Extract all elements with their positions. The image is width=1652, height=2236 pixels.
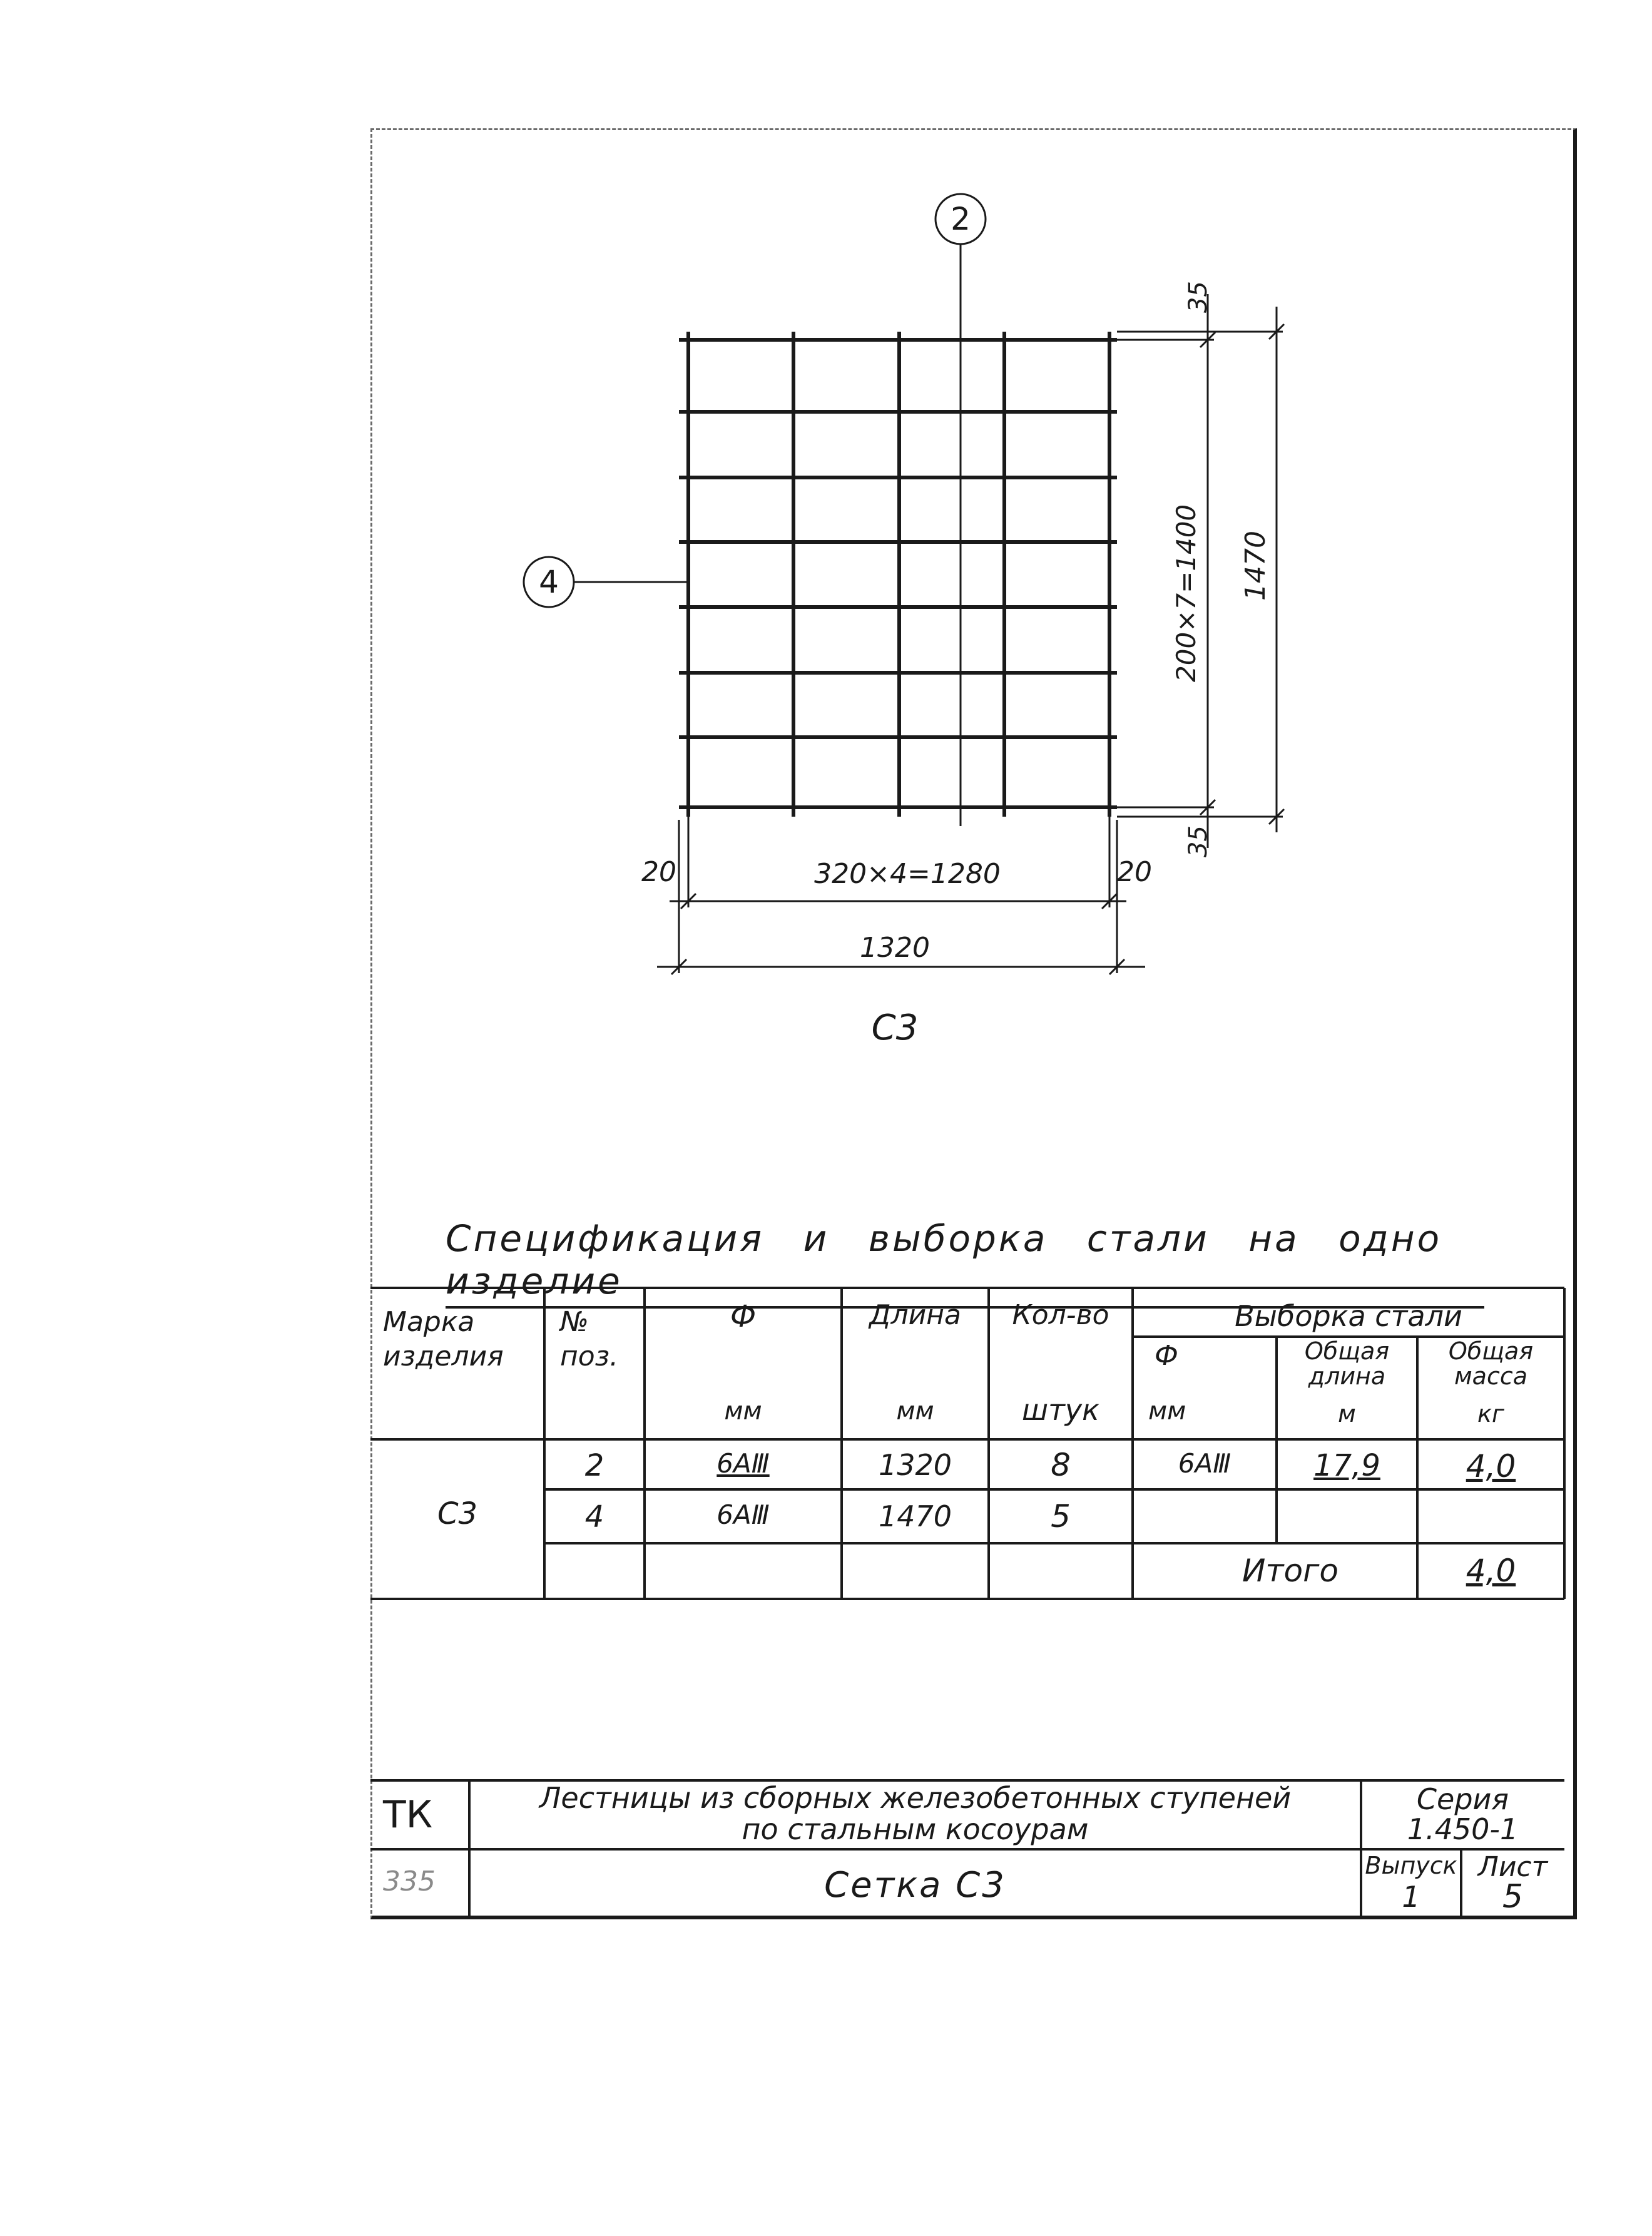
unit-sel-diam: мм [1148,1397,1186,1426]
spec-title: Спецификация и выборка стали на одно изделие [446,1217,1484,1309]
row-2-length: 1470 [878,1499,952,1533]
issue-label: Выпуск [1365,1852,1457,1879]
issue-value: 1 [1402,1880,1420,1914]
dim-total-vertical: 1470 [1240,531,1272,601]
dim-bottom-offset: 35 [1184,825,1213,857]
header-sel-diam: Ф [1155,1340,1178,1372]
dim-left-offset: 20 [641,856,676,888]
spec-table-grid [370,1288,1564,1599]
header-total-length: Общая длина [1304,1337,1390,1390]
sheet-name: Сетка С3 [824,1865,1006,1906]
header-pos: № поз. [560,1306,619,1372]
callout-label-4: 4 [539,564,559,600]
series-label: Серия [1416,1782,1509,1816]
row-1-total-length: 17,9 [1313,1448,1380,1483]
total-value: 4,0 [1466,1553,1516,1589]
row-2-qty: 5 [1051,1498,1071,1534]
callout-label-2: 2 [951,201,971,237]
dim-inner-vertical: 200×7=1400 [1171,504,1201,682]
header-diam: Ф [730,1299,757,1334]
unit-total-length: м [1338,1400,1356,1427]
code-label: 335 [383,1866,436,1897]
dim-total-horizontal: 1320 [860,932,930,964]
dim-top-offset: 35 [1184,281,1213,313]
row-1-qty: 8 [1051,1447,1071,1483]
row-1-pos: 2 [584,1448,604,1483]
sheet-value: 5 [1502,1878,1524,1916]
dim-inner-horizontal: 320×4=1280 [814,858,1001,890]
row-1-sel-diam: 6АⅢ [1178,1448,1231,1479]
unit-total-mass: кг [1477,1400,1504,1427]
unit-length: мм [896,1397,934,1426]
unit-diam: мм [724,1397,762,1426]
header-selection: Выборка стали [1235,1299,1462,1333]
title-line-2: по стальным косоурам [742,1812,1089,1846]
row-1-total-mass: 4,0 [1466,1448,1516,1484]
total-label: Итого [1242,1553,1338,1589]
mark-value: С3 [437,1496,478,1531]
drawing-caption: С3 [871,1008,919,1048]
header-total-mass: Общая масса [1448,1337,1534,1390]
header-mark: Марка изделия [383,1306,504,1372]
header-length: Длина [869,1299,961,1331]
row-2-diam: 6АⅢ [716,1499,770,1530]
row-2-pos: 4 [584,1499,604,1534]
row-1-length: 1320 [878,1448,952,1482]
sheet-label: Лист [1477,1851,1548,1883]
header-qty: Кол-во [1012,1299,1109,1331]
org-label: ТК [383,1793,433,1837]
unit-qty: штук [1022,1393,1099,1427]
series-value: 1.450-1 [1407,1812,1519,1846]
row-1-diam: 6АⅢ [716,1448,770,1479]
dim-right-offset: 20 [1117,856,1152,888]
title-line-1: Лестницы из сборных железобетонных ступеней [539,1781,1292,1815]
